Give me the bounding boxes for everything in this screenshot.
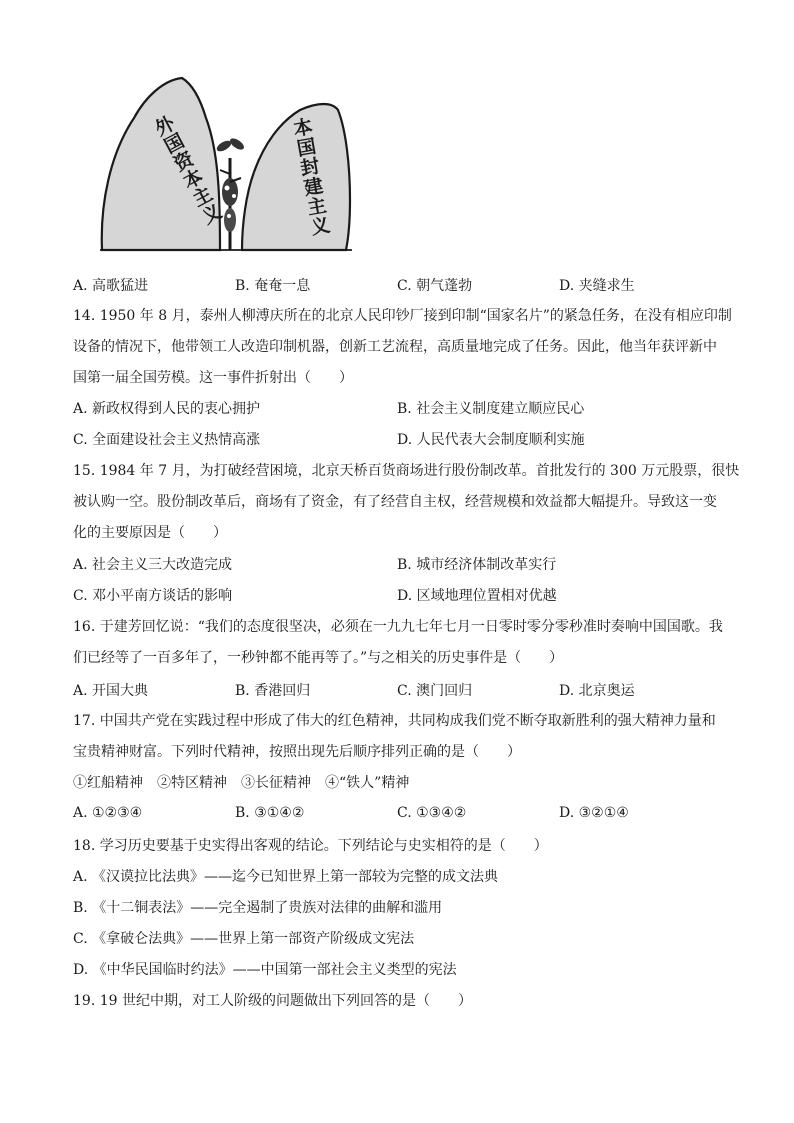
q18-option-a[interactable]: A. 《汉谟拉比法典》——迄今已知世界上第一部较为完整的成文法典	[73, 869, 499, 885]
q17-stem-line-3: ①红船精神 ②特区精神 ③长征精神 ④“铁人”精神	[73, 775, 410, 791]
cartoon-illustration	[96, 74, 356, 260]
q15-option-a[interactable]: A. 社会主义三大改造完成	[73, 557, 233, 573]
q16-stem-line-1: 16. 于建芳回忆说：“我们的态度很坚决，必须在一九九七年七月一日零时零分零秒准时奏响中国国歌。我	[73, 619, 723, 635]
q17-option-b[interactable]: B. ③①④②	[235, 805, 305, 821]
q13-option-d[interactable]: D. 夹缝求生	[559, 278, 635, 294]
q17-option-a[interactable]: A. ①②③④	[73, 805, 143, 821]
q18-stem: 18. 学习历史要基于史实得出客观的结论。下列结论与史实相符的是（ ）	[73, 838, 548, 854]
q15-stem-line-1: 15. 1984 年 7 月，为打破经营困境，北京天桥百货商场进行股份制改革。首批发行的 300 万元股票，很快	[73, 463, 740, 479]
q17-options	[73, 805, 733, 827]
q13-option-a[interactable]: A. 高歌猛进	[73, 278, 149, 294]
q15-option-d[interactable]: D. 区域地理位置相对优越	[397, 588, 557, 604]
q16-option-a[interactable]: A. 开国大典	[73, 683, 149, 699]
left-rock-label: 外国资本主义	[151, 112, 226, 229]
q17-stem-line-1: 17. 中国共产党在实践过程中形成了伟大的红色精神，共同构成我们党不断夺取新胜利的强大精神力量和	[73, 713, 716, 729]
q14-stem-line-3: 国第一届全国劳模。这一事件折射出（ ）	[73, 370, 353, 386]
q15-stem-line-2: 被认购一空。股份制改革后，商场有了资金，有了经营自主权，经营规模和效益都大幅提升。导致这一变	[73, 494, 717, 510]
q15-stem-line-3: 化的主要原因是（ ）	[73, 525, 227, 541]
q19-stem: 19. 19 世纪中期，对工人阶级的问题做出下列回答的是（ ）	[73, 993, 472, 1009]
q16-option-c[interactable]: C. 澳门回归	[397, 683, 473, 699]
q14-option-a[interactable]: A. 新政权得到人民的衷心拥护	[73, 401, 261, 417]
q16-option-b[interactable]: B. 香港回归	[235, 683, 311, 699]
q13-options	[73, 275, 733, 297]
q18-option-c[interactable]: C. 《拿破仑法典》——世界上第一部资产阶级成文宪法	[73, 931, 415, 947]
q14-option-c[interactable]: C. 全面建设社会主义热情高涨	[73, 432, 261, 448]
q17-option-c[interactable]: C. ①③④②	[397, 805, 467, 821]
q14-stem-line-2: 设备的情况下，他带领工人改造印制机器，创新工艺流程，高质量地完成了任务。因此，他当年获评新中	[73, 339, 717, 355]
q13-option-b[interactable]: B. 奄奄一息	[235, 278, 311, 294]
q15-option-b[interactable]: B. 城市经济体制改革实行	[397, 557, 557, 573]
q15-option-c[interactable]: C. 邓小平南方谈话的影响	[73, 588, 233, 604]
q14-option-d[interactable]: D. 人民代表大会制度顺利实施	[397, 432, 585, 448]
q17-option-d[interactable]: D. ③②①④	[559, 805, 629, 821]
q14-stem-line-1: 14. 1950 年 8 月，泰州人柳溥庆所在的北京人民印钞厂接到印制“国家名片”的紧急任务，在没有相应印制	[73, 308, 732, 324]
q14-option-b[interactable]: B. 社会主义制度建立顺应民心	[397, 401, 585, 417]
q18-option-d[interactable]: D. 《中华民国临时约法》——中国第一部社会主义类型的宪法	[73, 962, 457, 978]
q16-stem-line-2: 们已经等了一百多年了，一秒钟都不能再等了。”与之相关的历史事件是（ ）	[73, 650, 564, 666]
q13-option-c[interactable]: C. 朝气蓬勃	[397, 278, 473, 294]
q16-options	[73, 680, 733, 702]
q17-stem-line-2: 宝贵精神财富。下列时代精神，按照出现先后顺序排列正确的是（ ）	[73, 744, 521, 760]
right-rock-label: 本国封建主义	[291, 115, 332, 240]
q18-option-b[interactable]: B. 《十二铜表法》——完全遏制了贵族对法律的曲解和滥用	[73, 900, 443, 916]
q16-option-d[interactable]: D. 北京奥运	[559, 683, 635, 699]
